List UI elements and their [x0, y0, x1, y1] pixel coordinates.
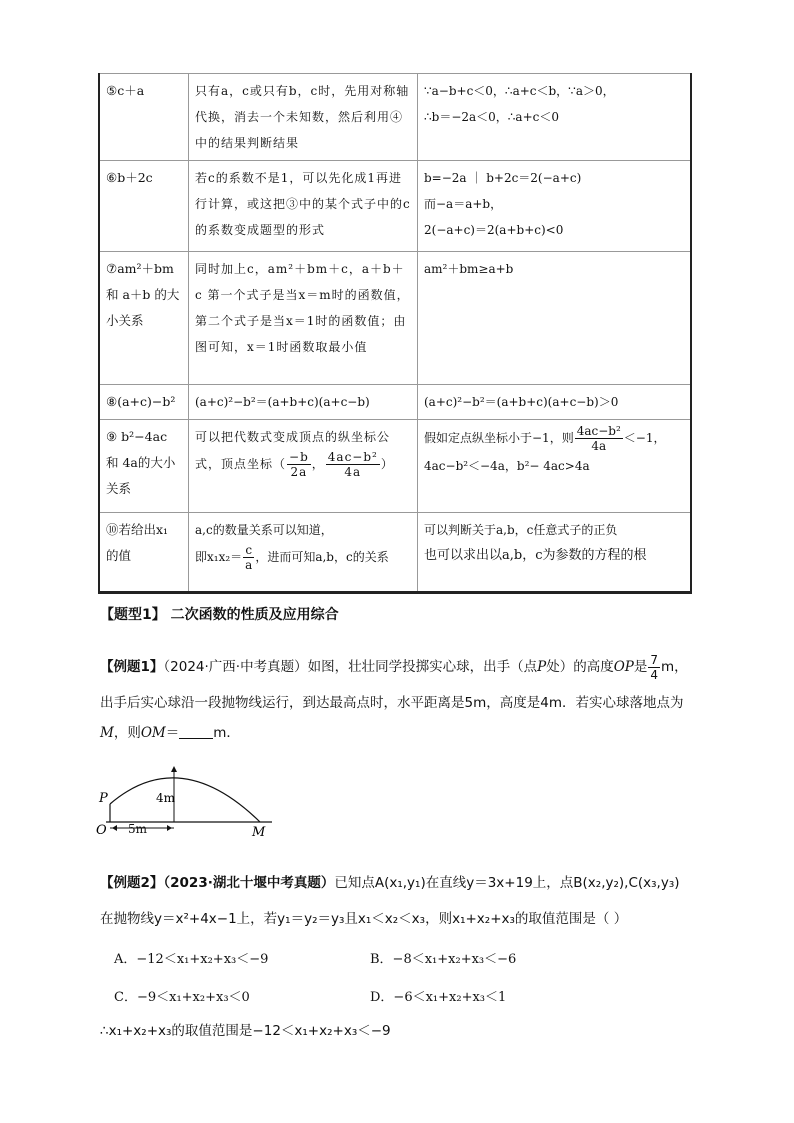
row-method: 只有a，c或只有b，c时，先用对称轴代换，消去一个未知数，然后利用④中的结果判断结果	[189, 74, 418, 161]
option-b[interactable]: B．−8＜x₁+x₂+x₃＜−6	[370, 952, 517, 967]
example1-line1	[100, 652, 700, 682]
table-row	[99, 252, 691, 385]
example-text: 已知点A(x₁,y₁)在直线y＝3x+19上，点B(x₂,y₂),C(x₃,y₃)	[334, 875, 680, 891]
fraction-numerator: 4ac−b²	[576, 424, 621, 438]
row-method: 同时加上c，am²＋bm＋c，a＋b＋c 第一个式子是当x＝m时的函数值，第二个式子是当x＝1时的函数值；由图可知，x＝1时函数取最小值	[189, 252, 418, 385]
label-line: ⑩若给出x₁	[106, 522, 169, 537]
option-c[interactable]: C．−9＜x₁+x₂+x₃＜0	[114, 990, 250, 1005]
row-label: ⑤c＋a	[99, 74, 189, 161]
projectile-figure	[92, 758, 282, 842]
var-om: OM	[140, 725, 166, 741]
option-d[interactable]: D．−6＜x₁+x₂+x₃＜1	[370, 990, 507, 1005]
example2-line1	[100, 868, 700, 898]
label-distance: 5m	[128, 822, 148, 836]
example1-line3	[100, 718, 700, 748]
fraction-denominator: 4	[650, 667, 658, 682]
table-row	[99, 74, 691, 161]
label-p: P	[99, 791, 108, 806]
fraction	[575, 424, 623, 453]
row-method	[189, 513, 418, 593]
example-tag: 【例题2】（2023·湖北十堰中考真题）	[100, 875, 335, 891]
example-text: 如图，壮壮同学投掷实心球，出手（点	[307, 659, 538, 675]
fraction	[326, 450, 380, 479]
row-result: am²＋bm≥a+b	[418, 252, 692, 385]
fraction-numerator: 7	[650, 652, 658, 667]
arrow-head-right	[167, 825, 172, 831]
method-close: ）	[380, 457, 394, 471]
row-label: ⑨ b²−4ac 和 4a的大小关系	[99, 420, 189, 513]
fraction	[287, 450, 311, 479]
method-text: 可以把代数式变成顶点的纵坐标公式，顶点坐标（	[195, 430, 391, 471]
example-tag: 【例题1】	[100, 659, 164, 675]
option-a[interactable]: A．−12＜x₁+x₂+x₃＜−9	[114, 952, 269, 967]
row-method: 若c的系数不是1，可以先化成1再进行计算，或这把③中的某个式子中的c的系数变成题型的形式	[189, 161, 418, 252]
label-o: O	[96, 823, 107, 838]
table-row	[99, 385, 691, 420]
method-line	[195, 543, 411, 572]
method-line: a,c的数量关系可以知道，	[195, 523, 333, 537]
summary-table	[98, 73, 692, 594]
row-method: (a+c)²−b²＝(a+b+c)(a+c−b)	[189, 385, 418, 420]
result-text: 假如定点纵坐标小于−1，则	[424, 431, 574, 445]
fraction	[243, 543, 254, 572]
example-text: ，则	[113, 725, 141, 741]
fraction-denominator: 4a	[591, 439, 607, 453]
label-m: M	[252, 825, 266, 840]
example2-answer: ∴x₁+x₂+x₃的取值范围是−12＜x₁+x₂+x₃＜−9	[100, 1023, 391, 1039]
example2-line2: 在抛物线y＝x²+4x−1上，若y₁＝y₂＝y₃且x₁＜x₂＜x₃，则x₁+x₂+x₃的取值范围是（ ）	[100, 911, 628, 927]
row-result	[418, 420, 692, 513]
fraction-numerator: 4ac−b²	[327, 450, 378, 464]
answer-blank	[179, 724, 213, 739]
method-separator: ，	[311, 457, 325, 471]
result-line: 4ac−b²＜−4a，b²− 4ac>4a	[424, 459, 590, 473]
fraction-denominator: a	[245, 558, 253, 572]
row-result: ∵a−b+c＜0，∴a+c＜b，∵a＞0， ∴b＝−2a＜0，∴a+c＜0	[418, 74, 692, 161]
row-label	[99, 513, 189, 593]
var-m: M	[100, 725, 114, 741]
table-row	[99, 513, 691, 593]
row-method	[189, 420, 418, 513]
result-line: 也可以求出以a,b，c为参数的方程的根	[424, 548, 647, 563]
label-line: 的值	[106, 548, 132, 563]
label-height: 4m	[156, 791, 176, 805]
example-text: ＝	[165, 725, 180, 741]
arrow-head-up	[171, 766, 177, 772]
example-source: （2024·广西·中考真题）	[163, 659, 308, 675]
fraction-numerator: c	[243, 543, 254, 558]
var-op: OP	[613, 659, 634, 675]
row-result: (a+c)²−b²＝(a+b+c)(a+c−b)＞0	[418, 385, 692, 420]
example1-line2: 出手后实心球沿一段抛物线运行，到达最高点时，水平距离是5m，高度是4m．若实心球落地点为	[100, 695, 684, 711]
var-p: P	[537, 659, 547, 675]
row-result: b=−2a ｜ b+2c＝2(−a+c) 而−a＝a+b， 2(−a+c)＝2(a+b+c)<0	[418, 161, 692, 252]
example-text: m．	[213, 725, 240, 741]
result-text: ＜−1，	[623, 431, 666, 445]
parabola-diagram	[92, 758, 282, 842]
result-line	[424, 424, 684, 453]
table-row	[99, 161, 691, 252]
row-result	[418, 513, 692, 593]
fraction-denominator: 2a	[290, 465, 308, 479]
fraction-denominator: 4a	[344, 465, 362, 479]
fraction	[648, 653, 660, 682]
row-label: ⑥b＋2c	[99, 161, 189, 252]
example-text: m，	[661, 659, 688, 675]
table-row	[99, 420, 691, 513]
parabola-curve	[110, 778, 260, 822]
arrow-head-left	[112, 825, 117, 831]
example-text: 是	[633, 659, 648, 675]
result-line: 可以判断关于a,b，c任意式子的正负	[424, 523, 618, 537]
method-text: ，进而可知a,b，c的关系	[255, 550, 389, 564]
row-label: ⑦am²＋bm 和 a＋b 的大小关系	[99, 252, 189, 385]
fraction-numerator: −b	[289, 450, 309, 464]
row-label: ⑧(a+c)−b²	[99, 385, 189, 420]
section-title: 【题型1】 二次函数的性质及应用综合	[100, 607, 339, 623]
method-text: 即x₁x₂＝	[195, 550, 243, 564]
example-text: 处）的高度	[546, 659, 614, 675]
